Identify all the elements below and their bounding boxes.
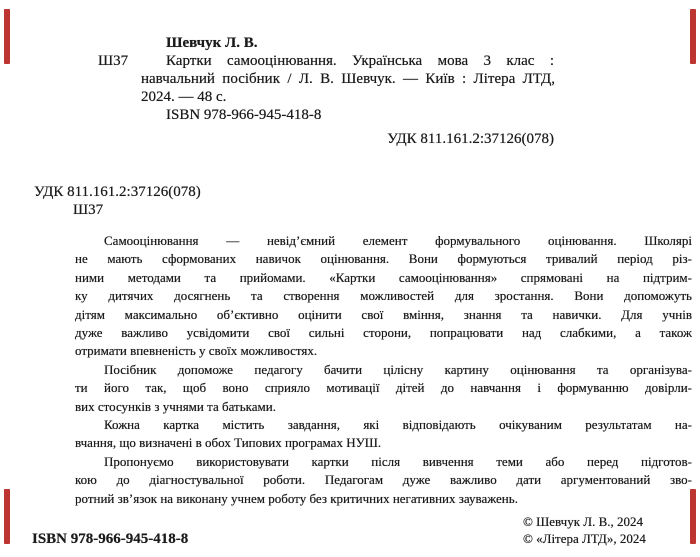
bibliographic-line-2: навчальний посібник / Л. В. Шевчук. — Київ : Літера ЛТД,	[141, 71, 555, 87]
annotation-line: ти його так, щоб воно сприяло мотивації дітей до навчання і формуванню довірли-	[75, 380, 692, 396]
bibliographic-line-1: Картки самооцінювання. Українська мова 3 клас :	[166, 53, 554, 69]
annotation-line: кою до діагностувальної роботи. Педагогам дуже важливо дати аргументований зво-	[75, 472, 692, 488]
annotation-line: Кожна картка містить завдання, які відповідають очікуваним результатам на-	[104, 417, 692, 433]
annotation-line: вчання, що визначені в обох Типових програмах НУШ.	[75, 435, 382, 451]
udc-catalog-code: Ш37	[73, 202, 104, 218]
annotation-line: дітям максимально об’єктивно оцінити свої вміння, знання та навички. Для учнів	[75, 306, 692, 322]
annotation-line: дуже важливо усвідомити свої сильні сторони, попрацювати над слабкими, а також	[75, 325, 692, 341]
annotation-line: ку дитячих досягнень та створення можливостей для зростання. Вони допоможуть	[75, 288, 692, 304]
annotation-text	[75, 232, 692, 508]
footer-isbn: ISBN 978-966-945-418-8	[32, 531, 189, 547]
bibliographic-line-3: 2024. — 48 с.	[141, 89, 227, 105]
catalog-udc: УДК 811.161.2:37126(078)	[387, 131, 554, 147]
red-edge-mark-top-right	[690, 9, 696, 64]
copyright-block	[523, 514, 646, 547]
annotation-line: ротний зв’язок на виконану учнем роботу без критичних негативних зауважень.	[75, 490, 518, 506]
copyright-publisher: © «Літера ЛТД», 2024	[523, 530, 646, 546]
annotation-line: Самооцінювання — невід’ємний елемент формувального оцінювання. Школярі	[104, 233, 692, 248]
annotation-line: Посібник допоможе педагогу бачити цілісну картину оцінювання та організува-	[104, 361, 692, 377]
annotation-line: ними методами та прийомами. «Картки самооцінювання» спрямовані на підтрим-	[75, 269, 692, 285]
copyright-author: © Шевчук Л. В., 2024	[523, 514, 643, 529]
annotation-line: Пропонуємо використовувати картки після вивчення теми або перед підготов-	[104, 453, 692, 469]
author-name: Шевчук Л. В.	[166, 35, 258, 51]
annotation-line: вих стосунків з учнями та батьками.	[75, 398, 276, 414]
annotation-line: отримати впевненість у своїх можливостях.	[75, 343, 318, 359]
catalog-isbn: ISBN 978-966-945-418-8	[166, 107, 322, 123]
udc-number: УДК 811.161.2:37126(078)	[34, 184, 201, 200]
catalog-code: Ш37	[98, 53, 129, 69]
red-edge-mark-bottom-left	[4, 489, 10, 544]
annotation-line: не мають сформованих навичок оцінювання. Вони формуються тривалий період різ-	[75, 251, 692, 267]
red-edge-mark-top-left	[4, 9, 10, 64]
